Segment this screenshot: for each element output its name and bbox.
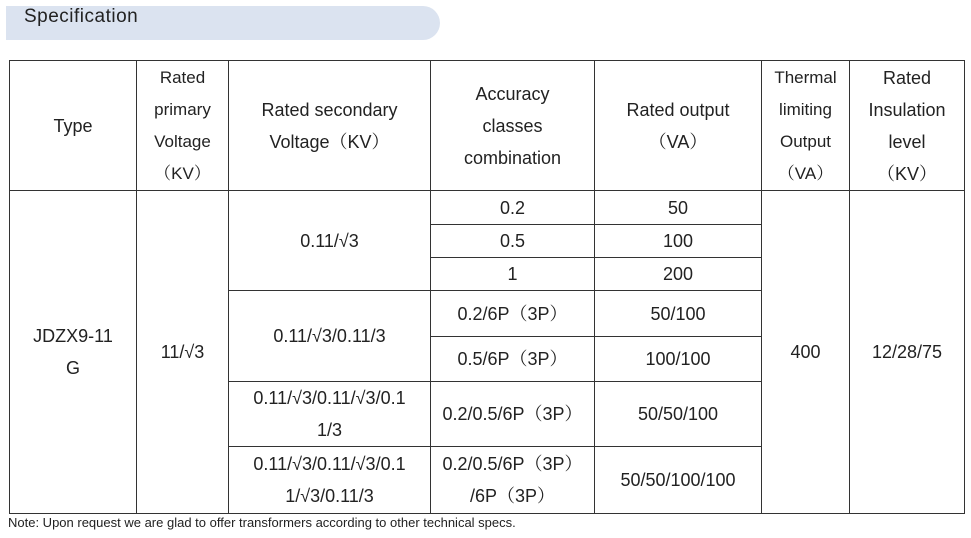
cell-line: 0.11/√3/0.11/√3/0.1 [253, 454, 406, 474]
accuracy-cell [431, 225, 595, 258]
cell-line: 0.11/√3/0.11/√3/0.1 [253, 388, 406, 408]
cell-line: 0.5 [499, 231, 526, 251]
header-insulation [850, 61, 965, 191]
accuracy-cell [431, 447, 595, 514]
cell-line: （KV） [154, 163, 211, 183]
secondary-voltage-cell [229, 291, 431, 382]
header-row [10, 61, 965, 191]
table-row [10, 191, 965, 225]
rated-output-cell: 50/100 [595, 291, 762, 337]
cell-line: combination [463, 147, 562, 168]
cell-line: Voltage [154, 131, 211, 151]
cell-line: （VA） [648, 131, 708, 152]
cell-line: Output [779, 131, 832, 151]
accuracy-cell [431, 191, 595, 225]
cell-line: 0.11/√3/0.11/3 [273, 326, 386, 346]
cell-line: 1 [507, 264, 518, 284]
rated-output-cell: 50/50/100 [595, 382, 762, 447]
rated-output-cell: 50/50/100/100 [595, 447, 762, 514]
cell-line: Rated output [626, 99, 730, 120]
cell-line: G [65, 358, 80, 378]
cell-line: Voltage（KV） [269, 131, 390, 152]
cell-line: primary [154, 99, 211, 119]
cell-line: limiting [779, 99, 832, 119]
cell-line: 0.2/6P（3P） [457, 303, 568, 324]
accuracy-cell [431, 337, 595, 382]
header-thermal [762, 61, 850, 191]
cell-line: 0.11/√3 [300, 230, 359, 251]
cell-line: 0.2 [499, 197, 526, 218]
rated-output-cell: 100/100 [595, 337, 762, 382]
rated-output-cell: 50 [595, 191, 762, 225]
cell-line: （KV） [876, 163, 937, 184]
cell-line: 0.5/6P（3P） [457, 349, 568, 369]
cell-line: Accuracy [475, 83, 550, 104]
header-primary [137, 61, 229, 191]
accuracy-cell [431, 258, 595, 291]
cell-line: 0.2/0.5/6P（3P） [442, 454, 583, 474]
header-accuracy [431, 61, 595, 191]
accuracy-cell [431, 382, 595, 447]
secondary-voltage-cell [229, 447, 431, 514]
insulation-level-cell: 12/28/75 [850, 191, 965, 514]
cell-line: Insulation [868, 99, 946, 120]
cell-line: 1/√3/0.11/3 [285, 486, 374, 506]
cell-line: classes [482, 115, 543, 136]
secondary-voltage-cell [229, 382, 431, 447]
cell-line: /6P（3P） [469, 486, 556, 506]
primary-voltage-cell: 11/√3 [137, 191, 229, 514]
header-output [595, 61, 762, 191]
cell-line: Thermal [774, 67, 837, 87]
cell-line: 1/3 [316, 420, 343, 440]
header-type: Type [10, 61, 137, 191]
cell-line: Rated secondary [261, 99, 398, 120]
rated-output-cell: 200 [595, 258, 762, 291]
header-secondary [229, 61, 431, 191]
secondary-voltage-cell [229, 191, 431, 291]
rated-output-cell: 100 [595, 225, 762, 258]
cell-line: Rated [882, 67, 932, 88]
thermal-output-cell: 400 [762, 191, 850, 514]
specification-table [9, 60, 965, 514]
cell-line: 0.2/0.5/6P（3P） [442, 404, 583, 424]
cell-line: Rated [159, 67, 206, 87]
accuracy-cell [431, 291, 595, 337]
footnote: Note: Upon request we are glad to offer transformers according to other technical specs. [8, 515, 516, 530]
type-cell [10, 191, 137, 514]
cell-line: level [888, 131, 926, 152]
cell-line: （VA） [777, 163, 834, 183]
cell-line: JDZX9-11 [33, 326, 113, 346]
section-title: Specification [24, 6, 139, 27]
